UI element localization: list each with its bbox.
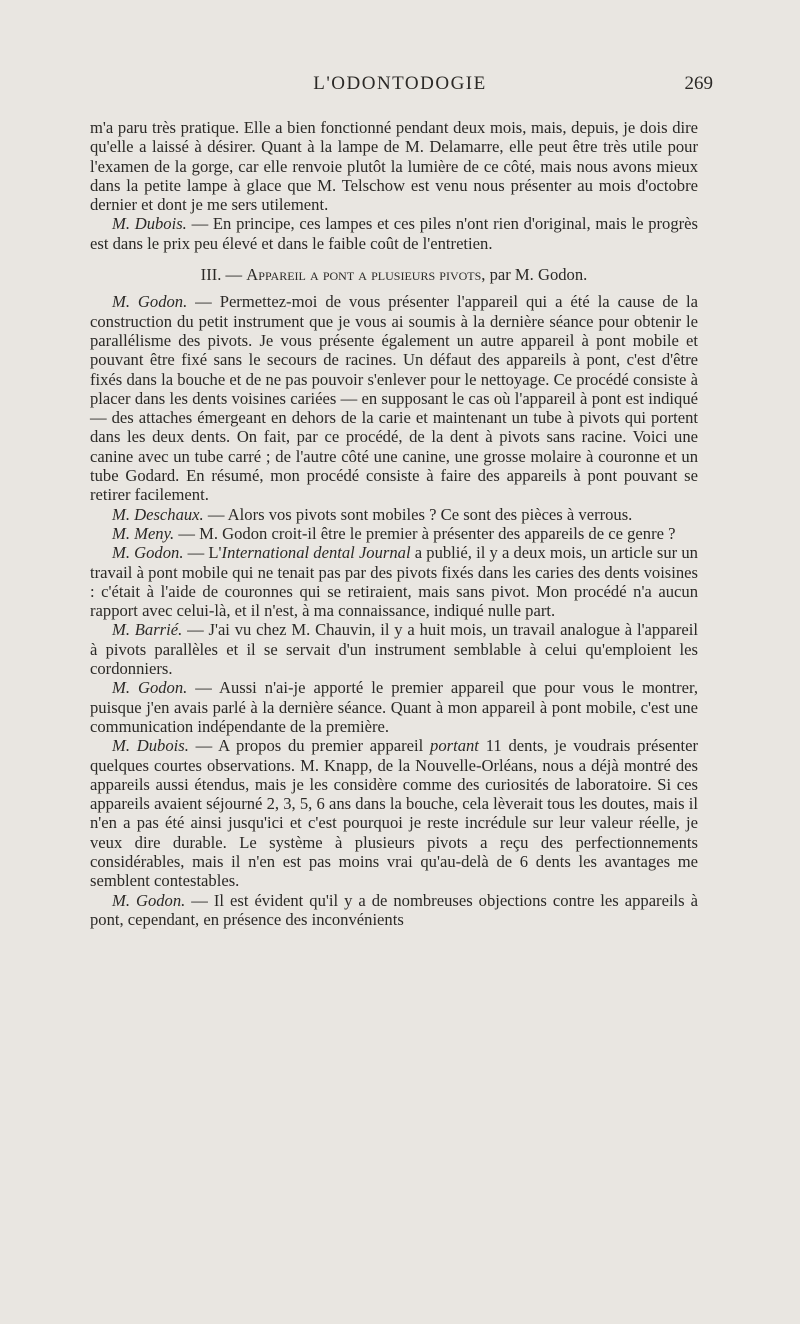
paragraph-godon-2 xyxy=(90,543,698,620)
paragraph-godon-1 xyxy=(90,292,698,504)
paragraph-continuation xyxy=(90,118,698,214)
paragraph-dubois-1 xyxy=(90,214,698,253)
body-text xyxy=(90,118,698,929)
paragraph-text: 11 dents, je voudrais présenter quelques courtes observations. M. Knapp, de la Nouvelle-Orléans, nous a déjà montré des appareils aussi étendus, mais je les considère comme des curiosités de laboratoire. Si ces appareils avaient séjourné 2, 3, 5, 6 ans dans la bouche, cela lèverait tous les doutes, mais il n'en a pas été ainsi jusqu'ici et c'est pourquoi je reste incrédule sur leur valeur réelle, je veux dire durable. Le système à plusieurs pivots a reçu des perfectionnements considérables, mais il n'en est pas moins vrai qu'au-delà de 6 dents les avantages me semblent contestables. xyxy=(90,736,698,891)
section-heading xyxy=(90,265,698,284)
journal-title: International dental Journal xyxy=(221,543,411,563)
running-head xyxy=(0,70,800,100)
paragraph-deschaux xyxy=(90,505,698,524)
speaker-name: M. Dubois. xyxy=(112,736,189,756)
speaker-name: M. Godon. xyxy=(112,292,188,312)
paragraph-text: — Alors vos pivots sont mobiles ? Ce sont des pièces à verrous. xyxy=(203,504,633,524)
paragraph-text: — En principe, ces lampes et ces piles n'ont rien d'original, mais le progrès est dans le prix peu élevé et dans le faible coût de l'entretien. xyxy=(90,214,699,253)
speaker-name: M. Barrié. xyxy=(112,620,183,640)
speaker-name: M. Godon. xyxy=(112,678,188,698)
speaker-name: M. Dubois. xyxy=(112,214,187,234)
speaker-name: M. Deschaux. xyxy=(112,504,204,524)
speaker-name: M. Godon. xyxy=(112,543,184,563)
italic-word: portant xyxy=(430,736,479,756)
paragraph-text: — J'ai vu chez M. Chauvin, il y a huit mois, un travail analogue à l'appareil à pivots parallèles et il se servait d'un instrument semblable à celui qu'emploient les cordonniers. xyxy=(90,620,698,679)
speaker-name: M. Meny. xyxy=(112,523,175,543)
section-author: , par M. Godon. xyxy=(481,265,588,285)
paragraph-barrie xyxy=(90,620,698,678)
paragraph-text: — M. Godon croit-il être le premier à présenter des appareils de ce genre ? xyxy=(174,523,676,543)
paragraph-text: — Permettez-moi de vous présenter l'appareil qui a été la cause de la construction du petit instrument que je vous ai soumis à la dernière séance pour obtenir le parallélisme des pivots. Je vous présente également un autre appareil à pont mobile et pouvant être fixé sans le secours de racines. Un défaut des appareils à pont, c'est d'être fixés dans la bouche et de ne pas pouvoir s'enlever pour le nettoyage. Ce procédé consiste à placer dans les dents voisines cariées — en supposant le cas où l'appareil à pont est indiqué — des attaches émergeant en dehors de la carie et maintenant un tube à pivots qui portent dans les deux dents. On fait, par ce procédé, de la dent à pivots sans racine. Voici une canine avec un tube carré ; de l'autre côté une canine, une grosse molaire à couronne et un tube Godard. En résumé, mon procédé consiste à faire des appareils à pont pouvant se retirer facilement. xyxy=(90,292,698,505)
running-title: L'ODONTODOGIE xyxy=(313,73,487,94)
paragraph-text: — Aussi n'ai-je apporté le premier appareil que pour vous le montrer, puisque j'en avais parlé à la dernière séance. Quant à mon appareil à pont mobile, c'est une communication indépendante de la première. xyxy=(90,678,698,736)
paragraph-text: a publié, il y a deux mois, un article sur un travail à pont mobile qui ne tenait pas par des pivots fixés dans les caries des dents voisines : c'était à l'aide de couronnes qui se retiraient, mais sans pivot. Mon procédé n'a aucun rapport avec celui-là, et il n'est, à ma connaissance, indiqué nulle part. xyxy=(90,543,698,621)
paragraph-godon-4 xyxy=(90,891,698,930)
paragraph-text-before: — L' xyxy=(183,543,222,563)
section-numeral: III. — xyxy=(200,265,247,285)
paragraph-dubois-2 xyxy=(90,736,698,890)
paragraph-meny xyxy=(90,524,698,543)
section-title: Appareil a pont a plusieurs pivots xyxy=(246,265,482,285)
paragraph-text: — Il est évident qu'il y a de nombreuses objections contre les appareils à pont, cependant, en présence des inconvénients xyxy=(90,890,698,929)
paragraph-godon-3 xyxy=(90,678,698,736)
paragraph-text-before: — A propos du premier appareil xyxy=(188,736,431,756)
speaker-name: M. Godon. xyxy=(112,890,186,910)
paragraph-text: m'a paru très pratique. Elle a bien fonctionné pendant deux mois, mais, depuis, je dois dire qu'elle a laissé à désirer. Quant à la lampe de M. Delamarre, elle peut être très utile pour l'examen de la gorge, car elle renvoie plutôt la lumière de ce côté, mais nous avons mieux dans la petite lampe à glace que M. Telschow est venu nous présenter au mois d'octobre dernier et dont je me sers utilement. xyxy=(90,118,698,215)
page-number: 269 xyxy=(684,73,713,94)
